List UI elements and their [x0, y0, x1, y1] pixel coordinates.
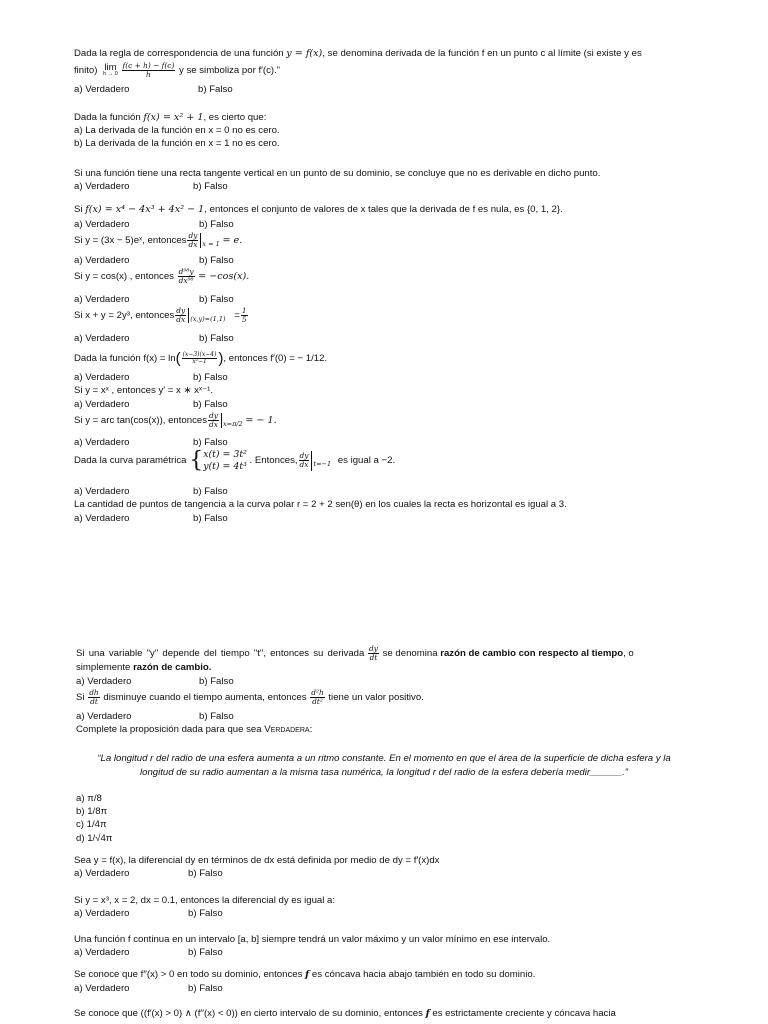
q16-stem: Sea y = f(x), la diferencial dy en términos de dx está definida por medio de dy = f′(x)dx: [74, 855, 440, 866]
q13-option-b: b) Falso: [199, 676, 234, 687]
q14-option-b: b) Falso: [199, 711, 234, 722]
q19-option-b: b) Falso: [188, 983, 223, 994]
q7-option-b: b) Falso: [199, 333, 234, 344]
q4-option-b: b) Falso: [199, 219, 234, 230]
q15-option-d: d) 1/√4π: [76, 833, 113, 844]
q6-option-b: b) Falso: [199, 294, 234, 305]
q1-stem-line1: Dada la regla de correspondencia de una función y = f(x), se denomina derivada de la función f en un punto c al límite (si existe y es: [74, 48, 642, 59]
q1-stem-line2: finito) lim h → 0 $\frac{f(c + h) - f(c)}{h}$ y se simboliza por f′(c).”: [74, 61, 280, 79]
q2-option-b: b) La derivada de la función en x = 1 no es cero.: [74, 138, 280, 149]
q4-option-a: a) Verdadero: [74, 219, 130, 230]
q19-stem: Se conoce que f′′(x) > 0 en todo su dominio, entonces f es cóncava hacia abajo también en todo su dominio.: [74, 969, 536, 980]
q6-stem: Si y = cos(x) , entonces $\frac{\text{d⁹⁸y}}{\text{dx⁹⁸}}$ = −cos(x).: [74, 267, 250, 285]
q20-stem: Se conoce que ((f′(x) > 0) ∧ (f′′(x) < 0)) en cierto intervalo de su dominio, entonces f es estrictamente creciente y cóncava hacia: [74, 1008, 616, 1019]
q15-option-a: a) π/8: [76, 793, 102, 804]
q15-stem: Complete la proposición dada para que sea Verdadera:: [76, 724, 313, 735]
q12-option-a: a) Verdadero: [74, 513, 130, 524]
q2-option-a: a) La derivada de la función en x = 0 no es cero.: [74, 125, 280, 136]
q18-option-a: a) Verdadero: [74, 947, 130, 958]
q3-option-b: b) Falso: [193, 181, 228, 192]
q10-option-b: b) Falso: [193, 437, 228, 448]
q13-option-a: a) Verdadero: [76, 676, 132, 687]
q10-option-a: a) Verdadero: [74, 437, 130, 448]
q12-option-b: b) Falso: [193, 513, 228, 524]
q14-stem: Si $\frac{dh}{dt}$ disminuye cuando el tiempo aumenta, entonces $\frac{\text{d²h}}{\text{dt²}}$ tiene un valor positivo.: [76, 688, 424, 706]
q1-option-a: a) Verdadero: [74, 84, 130, 95]
q18-stem: Una función f continua en un intervalo [a, b] siempre tendrá un valor máximo y un valor mínimo en ese intervalo.: [74, 934, 551, 945]
q8-option-a: a) Verdadero: [74, 372, 130, 383]
q8-option-b: b) Falso: [193, 372, 228, 383]
q4-stem: Si f(x) = x⁴ − 4x³ + 4x² − 1, entonces el conjunto de valores de x tales que la derivada de f es nula, es {0, 1, 2}.: [74, 204, 563, 215]
q14-option-a: a) Verdadero: [76, 711, 132, 722]
q8-stem: Dada la función f(x) = ln( $\frac{(x-3)(x-4)}{\text{x²−1}}$ ), entonces f′(0) = − 1/12.: [74, 350, 328, 367]
q17-option-a: a) Verdadero: [74, 908, 130, 919]
q17-stem: Si y = x³, x = 2, dx = 0.1, entonces la diferencial dy es igual a:: [74, 895, 336, 906]
q2-stem: Dada la función f(x) = x² + 1, es cierto que:: [74, 112, 267, 123]
q13-stem-line2: simplemente razón de cambio.: [76, 662, 212, 673]
q13-stem-line1: Si una variable "y" depende del tiempo "t", entonces su derivada $\frac{dy}{dt}$ se denomina razón de cambio con respecto al tiempo, o: [76, 644, 634, 662]
q16-option-a: a) Verdadero: [74, 868, 130, 879]
q1-option-b: b) Falso: [198, 84, 233, 95]
q9-stem: Si y = xˣ , entonces y′ = x ∗ xˣ⁻¹.: [74, 385, 214, 396]
q15-option-c: c) 1/4π: [76, 819, 107, 830]
q5-option-a: a) Verdadero: [74, 255, 130, 266]
q18-option-b: b) Falso: [188, 947, 223, 958]
q9-option-a: a) Verdadero: [74, 399, 130, 410]
q11-option-b: b) Falso: [193, 486, 228, 497]
q15-quote: “La longitud r del radio de una esfera aumenta a un ritmo constante. En el momento en que el área de la superficie de dicha esfera y la longitud de su radio aumentan a la misma tasa numérica, la longitud r del radio de la esfera debería medir______.”: [97, 753, 671, 778]
q3-option-a: a) Verdadero: [74, 181, 130, 192]
q6-option-a: a) Verdadero: [74, 294, 130, 305]
q11-stem: Dada la curva paramétrica { x(t) = 3t² y(t) = 4t³ . Entonces, $\frac{dy}{dx}$ $_{t=-1}$ es igual a −2.: [74, 448, 396, 473]
q16-option-b: b) Falso: [188, 868, 223, 879]
q15-option-b: b) 1/8π: [76, 806, 108, 817]
q7-option-a: a) Verdadero: [74, 333, 130, 344]
q7-stem: Si x + y = 2y³, entonces $\frac{dy}{dx}$ $_{(x,y)=(1,1)}$ = $\frac{1}{5}$: [74, 306, 247, 324]
q12-stem: La cantidad de puntos de tangencia a la curva polar r = 2 + 2 sen(θ) en los cuales la recta es horizontal es igual a 3.: [74, 499, 567, 510]
q5-option-b: b) Falso: [199, 255, 234, 266]
q5-stem: Si y = (3x − 5)eˣ, entonces $\frac{dy}{dx}$ $_{x = 1}$ = e.: [74, 231, 243, 249]
q10-stem: Si y = arc tan(cos(x)), entonces $\frac{dy}{dx}$ $_{x=\pi/2}$ = − 1.: [74, 411, 277, 429]
q3-stem: Si una función tiene una recta tangente vertical en un punto de su dominio, se concluye que no es derivable en dicho punto.: [74, 168, 601, 179]
q9-option-b: b) Falso: [193, 399, 228, 410]
q19-option-a: a) Verdadero: [74, 983, 130, 994]
q11-option-a: a) Verdadero: [74, 486, 130, 497]
q17-option-b: b) Falso: [188, 908, 223, 919]
